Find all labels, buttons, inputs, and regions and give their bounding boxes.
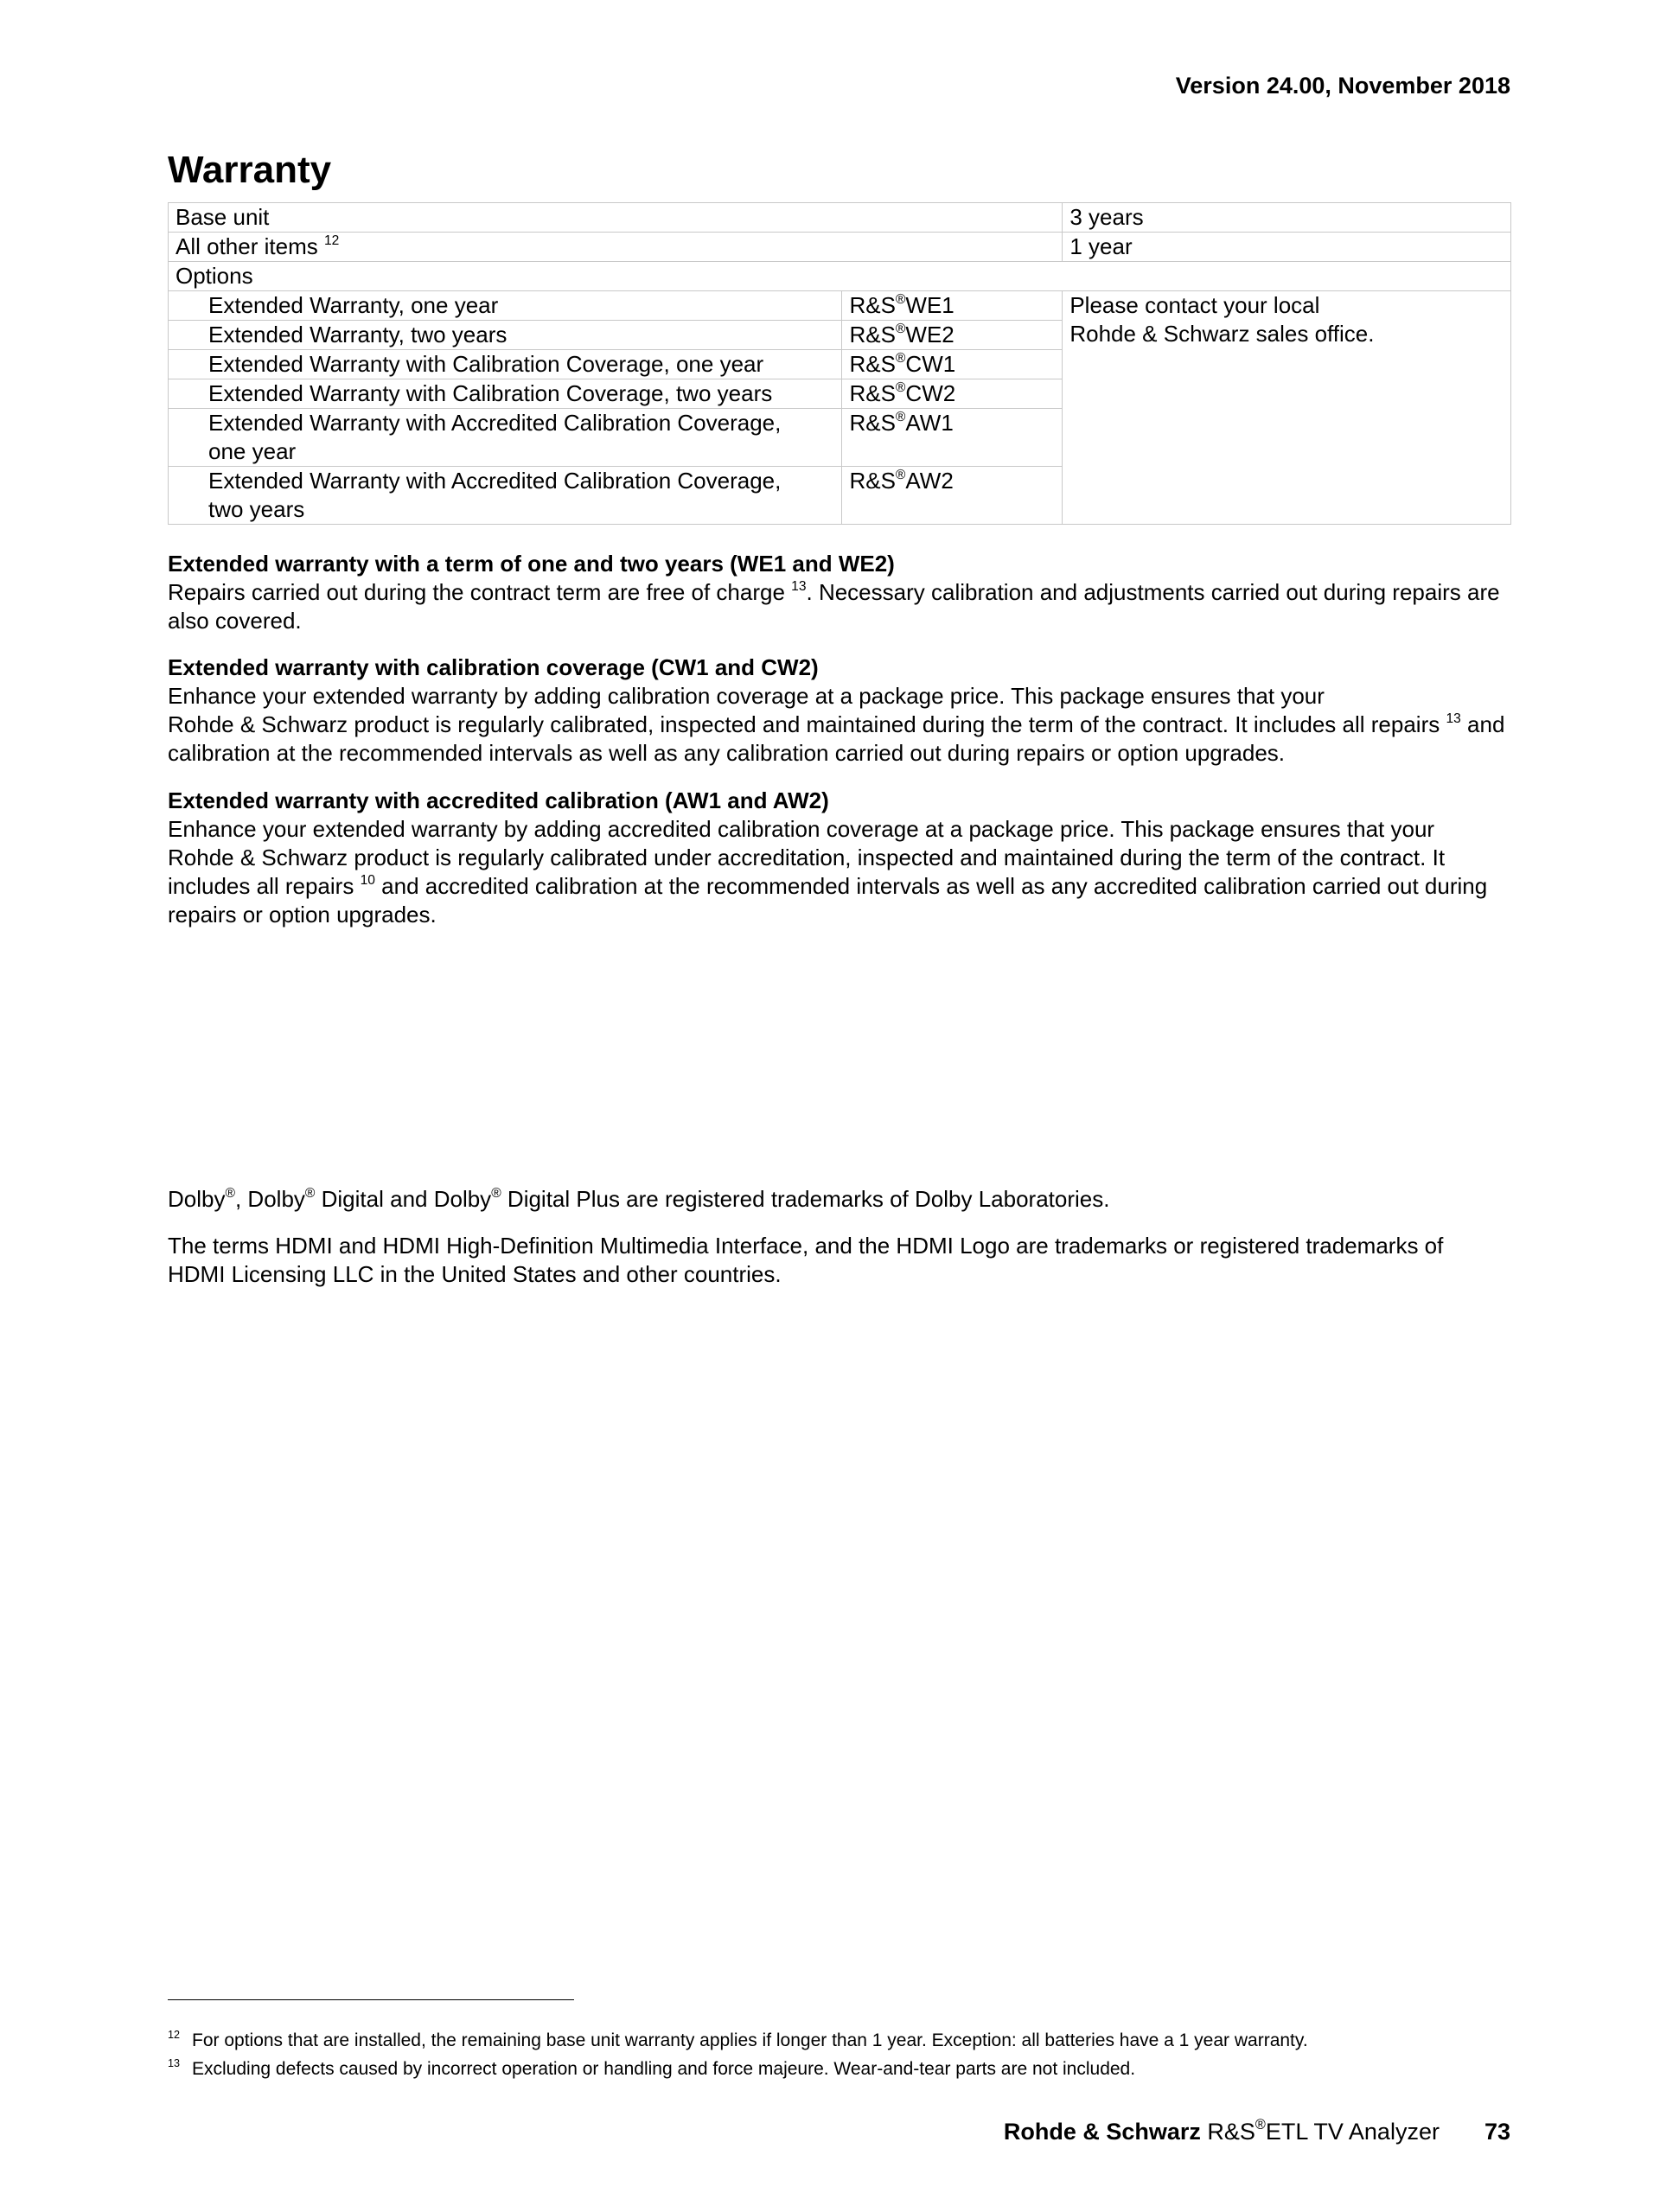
footnote-ref-13: 13	[791, 578, 807, 594]
footnote-ref-10: 10	[360, 872, 375, 888]
option-name: Extended Warranty with Accredited Calibration Coverage, two years	[169, 467, 842, 525]
option-name: Extended Warranty with Calibration Coverage, one year	[169, 350, 842, 379]
option-code: R&S®AW2	[842, 467, 1063, 525]
table-row	[169, 262, 1511, 291]
option-code: R&S®AW1	[842, 409, 1063, 467]
option-name: Extended Warranty with Accredited Calibration Coverage, one year	[169, 409, 842, 467]
section-heading: Extended warranty with a term of one and two years (WE1 and WE2)	[168, 551, 895, 577]
contact-line: Please contact your local	[1069, 292, 1320, 318]
version-label: Version 24.00, November 2018	[1175, 73, 1510, 99]
base-unit-value: 3 years	[1063, 203, 1511, 233]
option-code: R&S®CW2	[842, 379, 1063, 409]
table-row	[169, 203, 1511, 233]
table-row	[169, 233, 1511, 262]
section-cw: Extended warranty with calibration coverage (CW1 and CW2) Enhance your extended warranty by adding calibration coverage at a package price. This package ensures that your Rohde & Schwarz product is regularly calibrated, inspected and maintained during the term of the contract. It includes all repairs $^{13}$ and calibration at the recommended intervals as well as any calibration carried out during repairs or option upgrades.	[168, 653, 1516, 768]
footer-product: ETL TV Analyzer	[1265, 2119, 1440, 2145]
other-items-label: All other items	[176, 233, 318, 259]
footnote-divider	[168, 1999, 574, 2000]
option-name: Extended Warranty, two years	[169, 321, 842, 350]
base-unit-label: Base unit	[169, 203, 1063, 233]
option-name: Extended Warranty with Calibration Coverage, two years	[169, 379, 842, 409]
page-number: 73	[1484, 2119, 1510, 2145]
option-code: R&S®WE1	[842, 291, 1063, 321]
section-we: Extended warranty with a term of one and two years (WE1 and WE2) Repairs carried out during the contract term are free of charge $^{13}$. Necessary calibration and adjustments carried out during repairs are also covered.	[168, 550, 1516, 635]
option-code: R&S®WE2	[842, 321, 1063, 350]
footnote-ref-12: 12	[323, 233, 340, 248]
section-heading: Extended warranty with calibration coverage (CW1 and CW2)	[168, 654, 819, 680]
contact-cell	[1063, 291, 1511, 525]
footnote-13: $^{13}$ Excluding defects caused by incorrect operation or handling and force majeure. Wear-and-tear parts are not included.	[168, 2056, 1136, 2079]
options-label: Options	[169, 262, 1511, 291]
footer-brand: Rohde & Schwarz	[1003, 2119, 1201, 2145]
hdmi-trademark: The terms HDMI and HDMI High-Definition Multimedia Interface, and the HDMI Logo are trademarks or registered trademarks of HDMI Licensing LLC in the United States and other countries.	[168, 1233, 1444, 1287]
warranty-table	[168, 202, 1511, 525]
option-code: R&S®CW1	[842, 350, 1063, 379]
page-title: Warranty	[168, 149, 332, 191]
table-row	[169, 291, 1511, 321]
section-heading: Extended warranty with accredited calibration (AW1 and AW2)	[168, 787, 829, 813]
section-aw: Extended warranty with accredited calibration (AW1 and AW2) Enhance your extended warranty by adding accredited calibration coverage at a package price. This package ensures that your Rohde & Schwarz product is regularly calibrated under accreditation, inspected and maintained during the term of the contract. It includes all repairs $^{10}$ and accredited calibration at the recommended intervals as well as any accredited calibration carried out during repairs or option upgrades.	[168, 787, 1516, 929]
footnote-12: $^{12}$ For options that are installed, the remaining base unit warranty applies if longer than 1 year. Exception: all batteries have a 1 year warranty.	[168, 2028, 1308, 2050]
other-items-cell	[169, 233, 1063, 262]
option-name: Extended Warranty, one year	[169, 291, 842, 321]
contact-line: Rohde & Schwarz sales office.	[1069, 321, 1375, 347]
page-footer: Rohde & Schwarz R&S®ETL TV Analyzer 73	[1003, 2117, 1510, 2145]
other-items-value: 1 year	[1063, 233, 1511, 262]
dolby-trademark: Dolby®, Dolby® Digital and Dolby® Digital Plus are registered trademarks of Dolby Laboratories.	[168, 1185, 1110, 1212]
footnote-ref-13: 13	[1446, 711, 1461, 726]
